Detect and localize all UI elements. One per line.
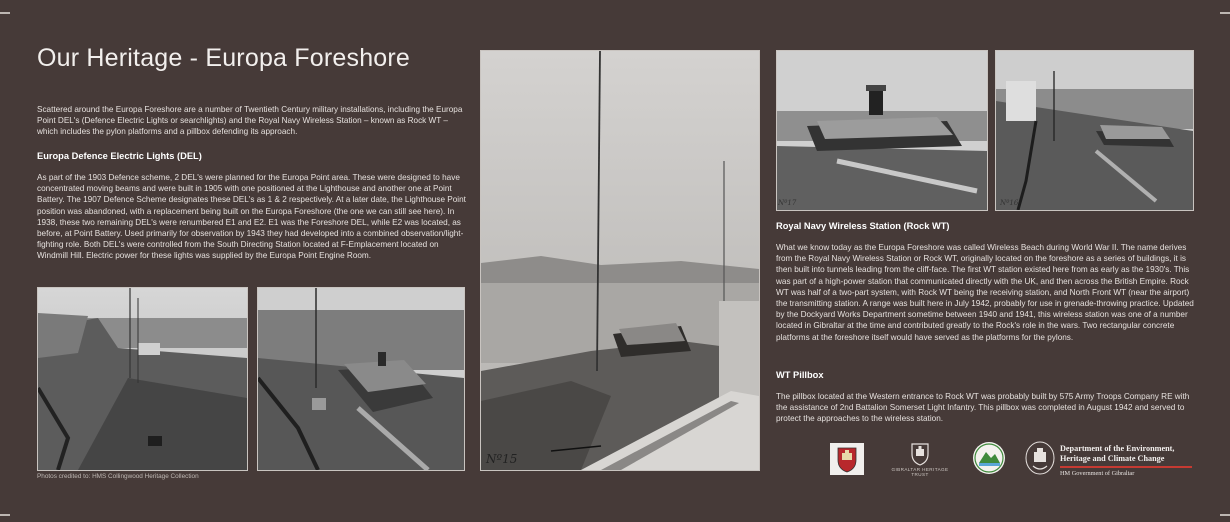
photo-number-tag: Nº17 — [778, 199, 797, 207]
rnws-heading: Royal Navy Wireless Station (Rock WT) — [776, 221, 950, 231]
crop-mark — [1220, 12, 1230, 14]
del-heading: Europa Defence Electric Lights (DEL) — [37, 151, 202, 161]
department-logo-text — [1060, 444, 1210, 477]
photo-mast-foreshore — [480, 50, 760, 471]
pillbox-paragraph: The pillbox located at the Western entrance to Rock WT was probably built by 575 Army Troops Company RE with the assistance of 2nd Battalion Somerset Light Infantry. This pillbox was completed in August 1942 and served to protect the approaches to the wireless station. — [776, 392, 1190, 424]
photo-foreshore-left — [37, 287, 248, 471]
heritage-trust-logo — [905, 441, 935, 467]
department-line-2: Heritage and Climate Change — [1060, 454, 1165, 463]
photo-credit: Photos credited to: HMS Collingwood Heritage Collection — [37, 473, 199, 480]
government-crest-logo — [1024, 440, 1056, 476]
pillbox-heading: WT Pillbox — [776, 370, 824, 380]
del-paragraph: As part of the 1903 Defence scheme, 2 DEL's were planned for the Europa Point area. These were designed to have concentrated moving beams and were built in 1905 with one positioned at the Lighthouse and another one at Point Battery. The 1907 Defence Scheme designates these DEL's as 1 & 2 respectively. At a later date, the Lighthouse Point position was abandoned, with a replacement being built on the Europa Foreshore (the one we can still see here). In 1938, these two remaining DEL's were renumbered E1 and E2. E1 was the Foreshore DEL, while E2 was located, as before, at Point Battery. Used primarily for observation by 1943 they had developed into a combined observation/light-fighting role. Both DEL's were controlled from the South Directing Station located at F-Emplacement located on Windmill Hill. Electric power for these lights was supplied by the Europa Point Engine Room. — [37, 173, 466, 261]
nature-reserve-logo — [972, 441, 1006, 475]
department-line-3: HM Government of Gibraltar — [1060, 469, 1135, 477]
photo-wireless-station-right — [995, 50, 1194, 211]
crop-mark — [0, 12, 10, 14]
department-line-1: Department of the Environment, — [1060, 444, 1175, 453]
crest-logo — [830, 443, 864, 475]
photo-wireless-station-left — [776, 50, 988, 211]
crop-mark — [0, 514, 10, 516]
page-title: Our Heritage - Europa Foreshore — [37, 44, 411, 72]
intro-paragraph: Scattered around the Europa Foreshore are a number of Twentieth Century military installations, including the Europa Point DEL's (Defence Electric Lights or searchlights) and the Royal Navy Wireless Station – known as Rock WT – which includes the pylon platforms and a pillbox defending its approach. — [37, 105, 463, 137]
heritage-trust-label: GIBRALTAR HERITAGE TRUST — [891, 467, 949, 477]
crop-mark — [1220, 514, 1230, 516]
photo-foreshore-building — [257, 287, 465, 471]
photo-number-tag: Nº15 — [486, 452, 518, 466]
rnws-paragraph: What we know today as the Europa Foreshore was called Wireless Beach during World War II. The name derives from the Royal Navy Wireless Station or Rock WT, originally located on the foreshore as a series of buildings, it is then built into tunnels leading from the cliff-face. The first WT station existed here from as early as the 1930's. This was part of a high-power station that communicated directly with the UK, and then across the British Empire. Rock WT was half of a two-part system, with Rock WT being the receiving station, and North Front WT (near the airport) the transmitting station. A range was built here in July 1942, probably for use in grenade-throwing practice. Updated by the Dockyard Works Department sometime between 1940 and 1941, this wireless station was one of a number located in Gibraltar at the time and contributed greatly to the Rock's role in the wars. Two rectangular concrete platforms at the foreshore itself would have served as the platforms for the pylons. — [776, 243, 1194, 342]
department-accent-rule — [1060, 466, 1192, 468]
photo-number-tag: Nº16 — [1000, 199, 1019, 207]
